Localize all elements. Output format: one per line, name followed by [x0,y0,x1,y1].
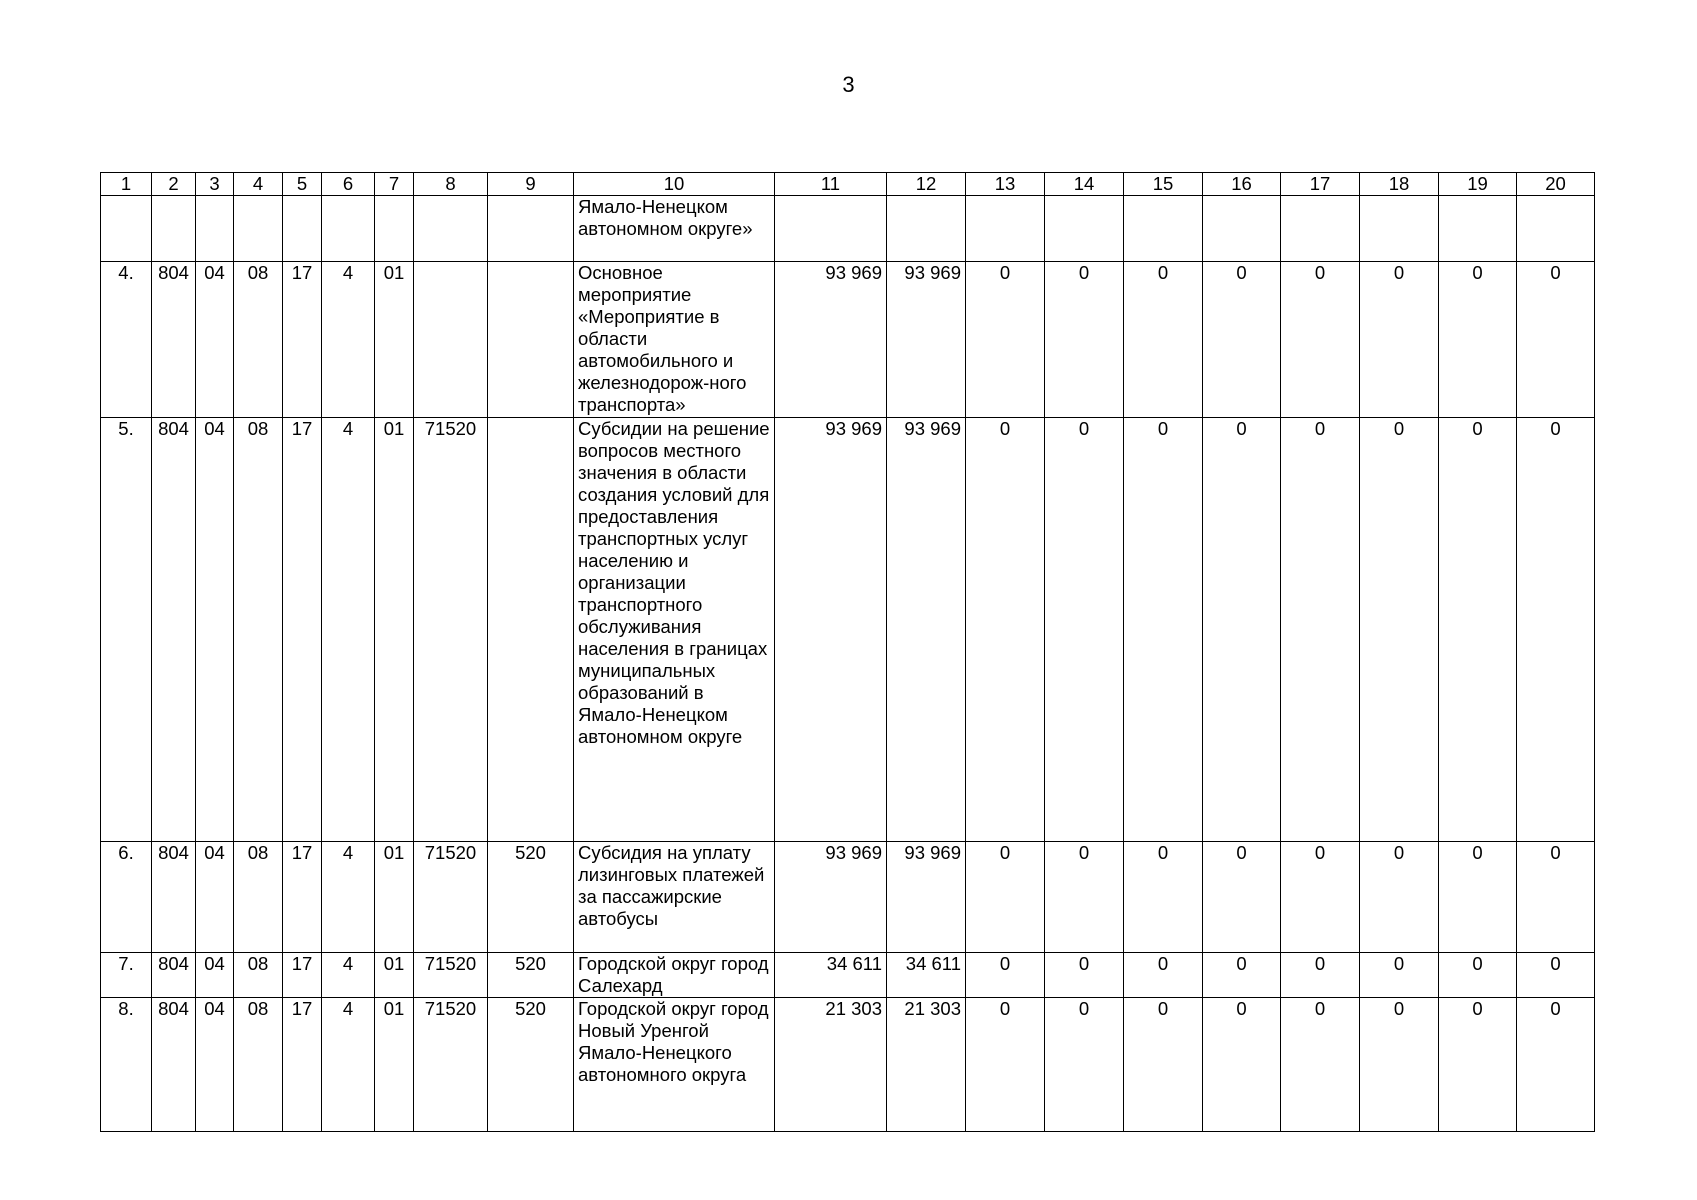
column-header: 19 [1439,173,1517,196]
table-cell: Городской округ город Новый Уренгой Ямало-Ненецкого автономного округа [574,998,775,1132]
table-cell: 5. [101,418,152,842]
table-cell: 0 [1124,998,1203,1132]
table-cell: 01 [375,953,414,998]
table-row [101,998,1595,1132]
table-cell: 0 [1517,262,1595,418]
table-cell: 0 [1203,953,1281,998]
table-cell: 0 [1045,418,1124,842]
table-cell: 0 [1281,998,1360,1132]
table-cell: 4 [322,418,375,842]
table-cell: 01 [375,262,414,418]
table-cell: 34 611 [775,953,887,998]
table-cell [322,196,375,262]
table-cell: 4. [101,262,152,418]
table-cell: 93 969 [887,262,966,418]
table-cell [488,418,574,842]
table-cell: 04 [196,418,234,842]
table-cell [1045,196,1124,262]
table-cell: 17 [283,998,322,1132]
table-cell [1517,196,1595,262]
table-cell: 0 [1203,418,1281,842]
table-cell: 93 969 [775,262,887,418]
table-cell [775,196,887,262]
table-cell: 804 [152,842,196,953]
table-cell [1439,196,1517,262]
table-cell: 0 [1124,418,1203,842]
table-cell: 04 [196,262,234,418]
column-header: 15 [1124,173,1203,196]
table-cell: 71520 [414,953,488,998]
table-cell [488,196,574,262]
table-cell: 4 [322,998,375,1132]
table-cell: 0 [1360,262,1439,418]
table-cell: 0 [1203,998,1281,1132]
table-cell [1360,196,1439,262]
table-cell: 04 [196,998,234,1132]
table-cell: 0 [1360,842,1439,953]
table-cell: 0 [1517,998,1595,1132]
table-cell: 0 [1281,842,1360,953]
column-header: 8 [414,173,488,196]
column-header: 4 [234,173,283,196]
table-cell: Основное мероприятие «Мероприятие в области автомобильного и железнодорож-ного транспорта» [574,262,775,418]
table-row [101,196,1595,262]
table-cell: 0 [1203,262,1281,418]
table-cell: 17 [283,842,322,953]
table-cell: 0 [966,262,1045,418]
column-header: 11 [775,173,887,196]
table-cell [966,196,1045,262]
table-cell: 520 [488,998,574,1132]
column-header: 2 [152,173,196,196]
column-header: 20 [1517,173,1595,196]
table-cell: 08 [234,418,283,842]
table-cell: 71520 [414,998,488,1132]
table-row [101,953,1595,998]
table-cell [283,196,322,262]
column-header: 7 [375,173,414,196]
table-cell: 17 [283,418,322,842]
table-cell: 804 [152,262,196,418]
column-header: 13 [966,173,1045,196]
table-cell: 08 [234,262,283,418]
table-row [101,262,1595,418]
table-cell: 01 [375,998,414,1132]
table-cell: 17 [283,262,322,418]
table-cell: 0 [1439,262,1517,418]
table-cell: Субсидия на уплату лизинговых платежей за пассажирские автобусы [574,842,775,953]
table-cell: 8. [101,998,152,1132]
table-cell: 71520 [414,842,488,953]
table-cell: 0 [1439,418,1517,842]
table-cell: 08 [234,998,283,1132]
table-cell: 0 [1439,953,1517,998]
table-cell: 0 [1045,998,1124,1132]
table-cell: 04 [196,842,234,953]
table-cell: 0 [966,953,1045,998]
table-cell: 0 [1124,953,1203,998]
table-cell: 0 [1281,262,1360,418]
table-row [101,842,1595,953]
table-cell: 34 611 [887,953,966,998]
table-cell: 08 [234,953,283,998]
table-cell [414,196,488,262]
table-cell: 804 [152,998,196,1132]
table-cell: 21 303 [775,998,887,1132]
column-header: 6 [322,173,375,196]
table-cell: 7. [101,953,152,998]
table-cell [1203,196,1281,262]
column-header: 12 [887,173,966,196]
table-cell: 0 [1281,418,1360,842]
table-cell: 93 969 [775,842,887,953]
table-cell: 71520 [414,418,488,842]
table-cell: 93 969 [887,842,966,953]
table-cell: 0 [1360,998,1439,1132]
table-cell: 93 969 [775,418,887,842]
table-cell: 04 [196,953,234,998]
table-cell: Субсидии на решение вопросов местного значения в области создания условий для предоставления транспортных услуг населению и организации транспортного обслуживания населения в границах муниципальных образований в Ямало-Ненецком автономном округе [574,418,775,842]
table-cell: 0 [966,842,1045,953]
table-cell: 0 [1045,953,1124,998]
table-cell [196,196,234,262]
table-cell: 21 303 [887,998,966,1132]
column-header: 10 [574,173,775,196]
table-cell: 520 [488,842,574,953]
page-number: 3 [842,72,855,97]
table-cell [414,262,488,418]
table-cell: 0 [966,998,1045,1132]
budget-table [100,172,1595,1132]
table-cell: 01 [375,418,414,842]
column-header: 5 [283,173,322,196]
table-cell: 01 [375,842,414,953]
table-cell: Городской округ город Салехард [574,953,775,998]
table-cell: 0 [1124,842,1203,953]
column-header: 1 [101,173,152,196]
table-cell: 0 [966,418,1045,842]
table-cell [101,196,152,262]
table-cell: 08 [234,842,283,953]
table-cell: 4 [322,262,375,418]
table-cell: 6. [101,842,152,953]
header-row [101,173,1595,196]
table-cell: 4 [322,953,375,998]
table-cell: 804 [152,418,196,842]
column-header: 14 [1045,173,1124,196]
table-cell: 0 [1360,953,1439,998]
column-header: 17 [1281,173,1360,196]
table-cell [234,196,283,262]
table-cell: 4 [322,842,375,953]
table-cell [887,196,966,262]
table-cell: 0 [1517,418,1595,842]
table-cell: 93 969 [887,418,966,842]
table-row [101,418,1595,842]
table-cell [1124,196,1203,262]
table-cell: 0 [1439,842,1517,953]
table-cell: 0 [1439,998,1517,1132]
table-cell [152,196,196,262]
column-header: 18 [1360,173,1439,196]
table-cell: 0 [1517,842,1595,953]
table-cell: 0 [1045,842,1124,953]
table-cell: Ямало-Ненецком автономном округе» [574,196,775,262]
column-header: 9 [488,173,574,196]
table-cell: 520 [488,953,574,998]
table-cell [1281,196,1360,262]
table-cell [488,262,574,418]
table-cell: 0 [1517,953,1595,998]
table-cell: 0 [1281,953,1360,998]
table-cell: 804 [152,953,196,998]
table-cell: 0 [1045,262,1124,418]
table-cell: 0 [1360,418,1439,842]
column-header: 3 [196,173,234,196]
table-cell: 17 [283,953,322,998]
table-cell: 0 [1124,262,1203,418]
column-header: 16 [1203,173,1281,196]
table-cell [375,196,414,262]
table-cell: 0 [1203,842,1281,953]
